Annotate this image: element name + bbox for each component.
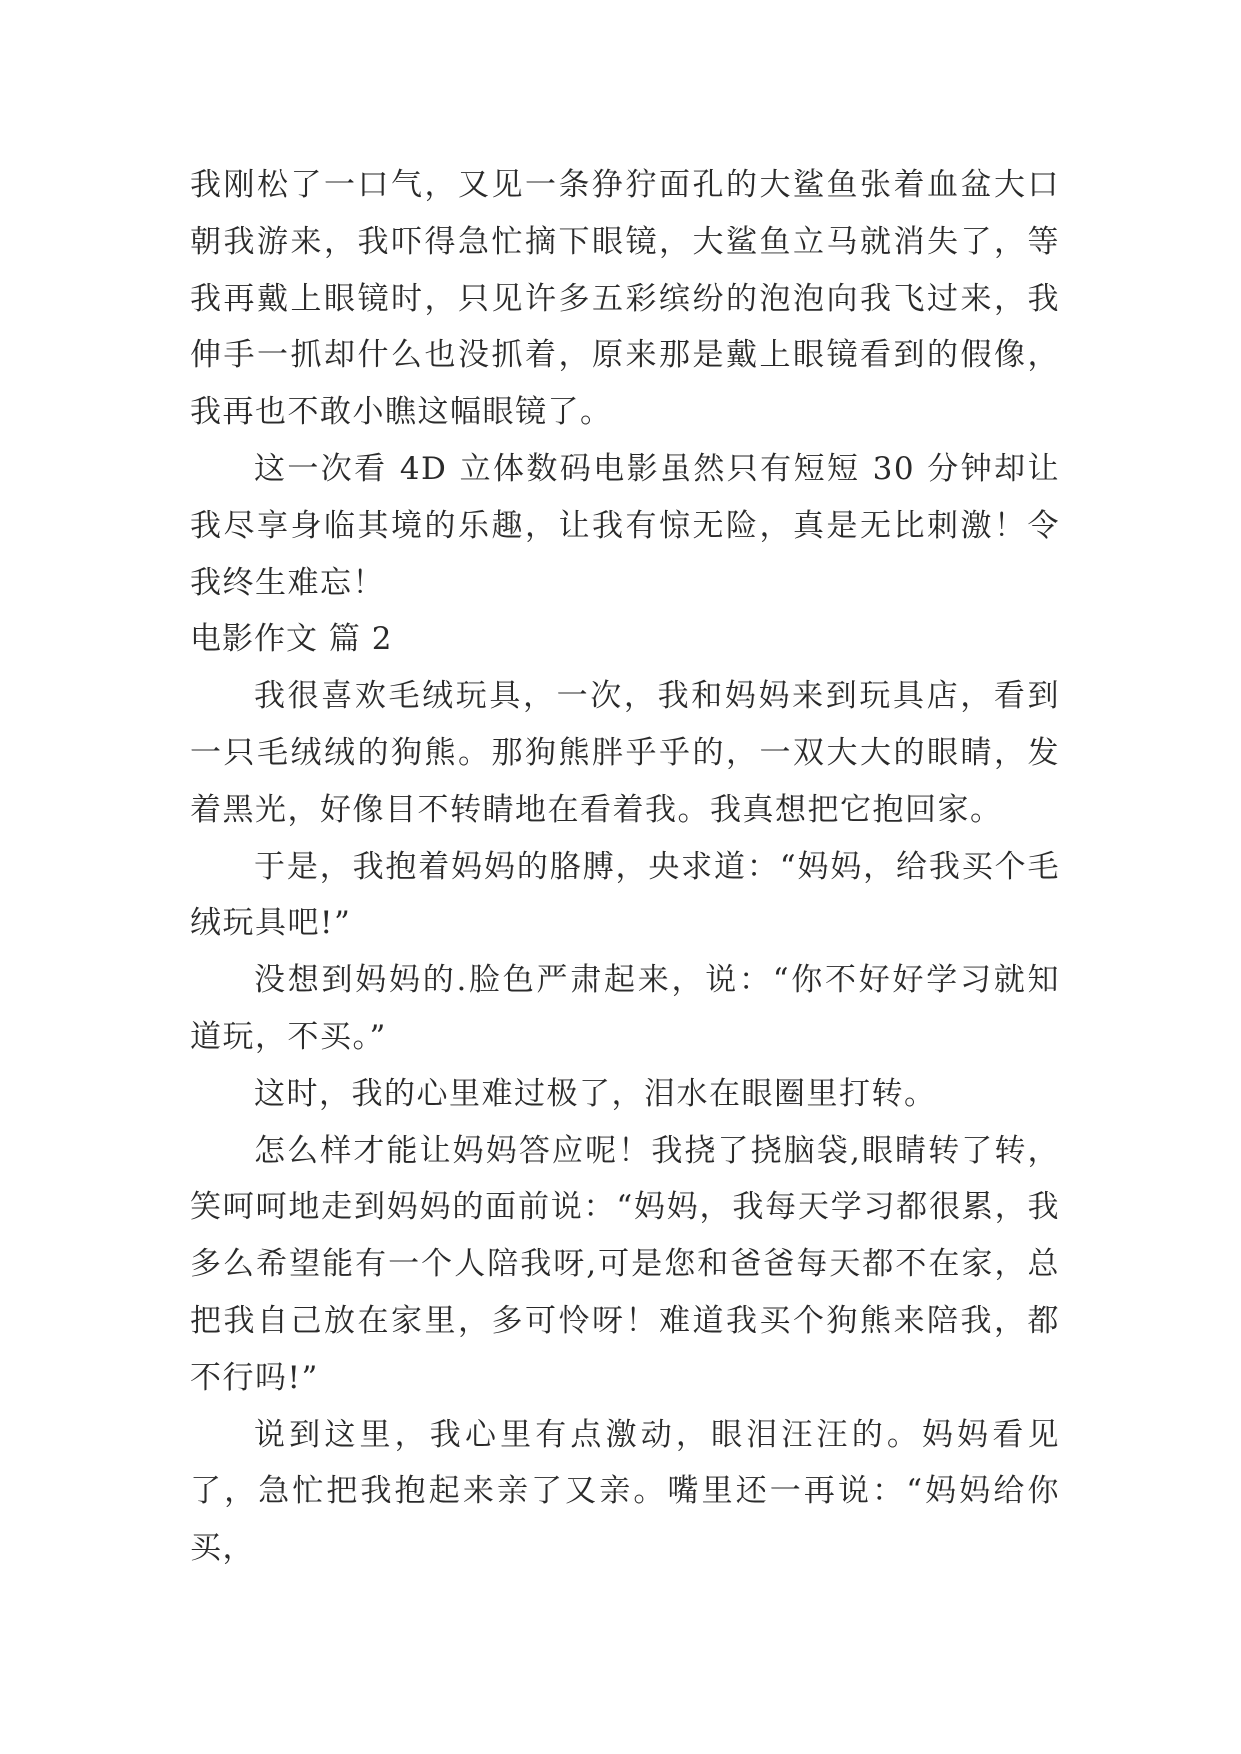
document-page <box>190 157 1060 1577</box>
paragraph-toy-store: 我很喜欢毛绒玩具，一次，我和妈妈来到玩具店，看到一只毛绒绒的狗熊。那狗熊胖乎乎的，一双大大的眼睛，发着黑光，好像目不转睛地在看着我。我真想把它抱回家。 <box>190 678 1060 828</box>
paragraph-4d-movie: 这一次看 4D 立体数码电影虽然只有短短 30 分钟却让我尽享身临其境的乐趣，让我有惊无险，真是无比刺激！令我终生难忘！ <box>190 450 1060 601</box>
section-heading: 电影作文 篇 2 <box>190 621 393 658</box>
paragraph-persuade: 怎么样才能让妈妈答应呢！我挠了挠脑袋,眼睛转了转，笑呵呵地走到妈妈的面前说：“妈妈，我每天学习都很累，我多么希望能有一个人陪我呀,可是您和爸爸每天都不在家，总把我自己放在家里，多可怜呀！难道我买个狗熊来陪我，都不行吗!” <box>190 1132 1060 1396</box>
paragraph-plead: 于是，我抱着妈妈的胳膊，央求道：“妈妈，给我买个毛绒玩具吧!” <box>190 848 1060 942</box>
paragraph-sad: 这时，我的心里难过极了，泪水在眼圈里打转。 <box>254 1075 937 1112</box>
paragraph-mom-agrees: 说到这里，我心里有点激动，眼泪汪汪的。妈妈看见了，急忙把我抱起来亲了又亲。嘴里还一再说：“妈妈给你买， <box>190 1416 1060 1567</box>
paragraph-shark: 我刚松了一口气，又见一条狰狞面孔的大鲨鱼张着血盆大口朝我游来，我吓得急忙摘下眼镜，大鲨鱼立马就消失了，等我再戴上眼镜时，只见许多五彩缤纷的泡泡向我飞过来，我伸手一抓却什么也没抓着，原来那是戴上眼镜看到的假像，我再也不敢小瞧这幅眼镜了。 <box>190 167 1060 431</box>
paragraph-mom-refuses: 没想到妈妈的.脸色严肃起来，说：“你不好好学习就知道玩，不买。” <box>190 962 1060 1055</box>
